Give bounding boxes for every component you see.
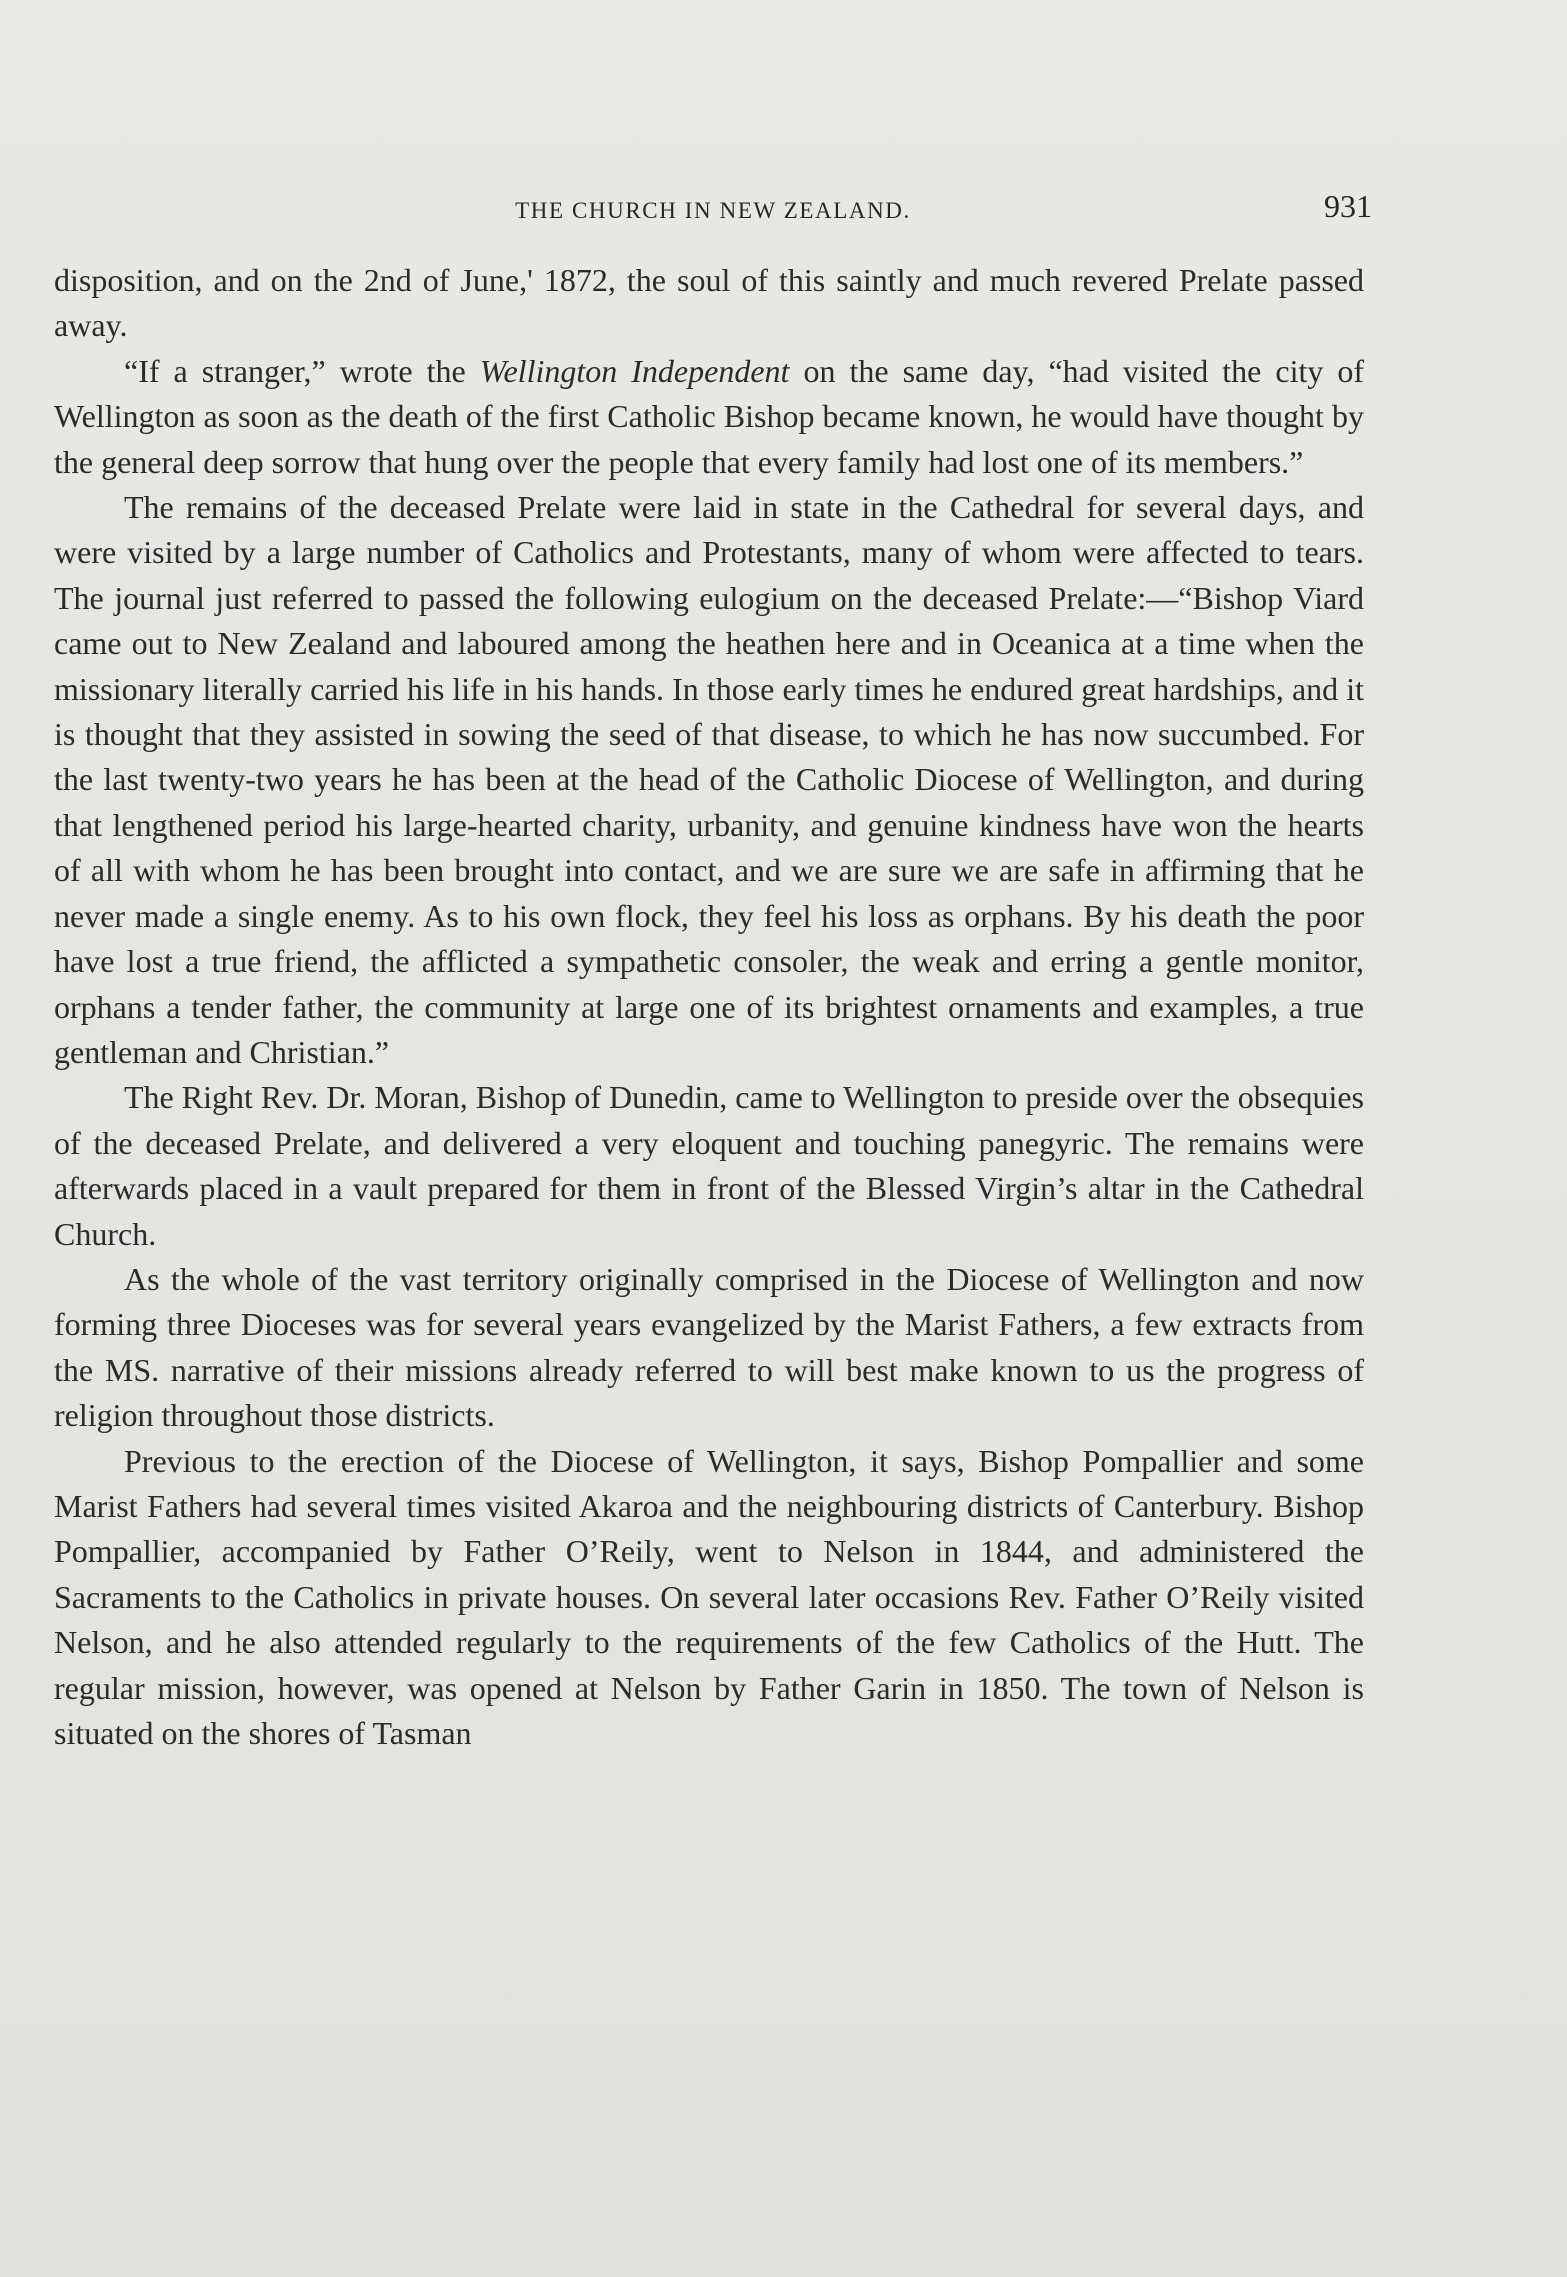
paragraph-6: Previous to the erection of the Diocese of Wellington, it says, Bishop Pompallier and some Marist Fathers had several times visited Akaroa and the neighbouring districts of Canterbury. Bishop Pompallier, accompanied by Father O’Reily, went to Nelson in 1844, and administered the Sacraments to the Catholics in private houses. On several later occasions Rev. Father O’Reily visited Nelson, and he also attended regularly to the requirements of the few Catholics of the Hutt. The regular mission, however, was opened at Nelson by Father Garin in 1850. The town of Nelson is situated on the shores of Tasman xyxy=(54,1442,1364,1751)
paragraph-3: The remains of the deceased Prelate were laid in state in the Cathedral for several days, and were visited by a large number of Catholics and Protestants, many of whom were affected to tears. The journal just referred to passed the following eulogium on the deceased Prelate:—“Bishop Viard came out to New Zealand and laboured among the heathen here and in Oceanica at a time when the missionary literally carried his life in his hands. In those early times he endured great hardships, and it is thought that they assisted in sowing the seed of that disease, to which he has now succumbed. For the last twenty-two years he has been at the head of the Catholic Diocese of Wellington, and during that lengthened period his large-hearted charity, urbanity, and genuine kindness have won the hearts of all with whom he has been brought into contact, and we are sure we are safe in affirming that he never made a single enemy. As to his own flock, they feel his loss as orphans. By his death the poor have lost a true friend, the afflicted a sympathetic consoler, the weak and erring a gentle monitor, orphans a tender father, the community at large one of its brightest ornaments and examples, a true gentleman and Christian.” xyxy=(54,489,1364,1070)
paragraph-5: As the whole of the vast territory originally comprised in the Diocese of Wellington and now forming three Dioceses was for several years evangelized by the Marist Fathers, a few extracts from the MS. narrative of their missions already referred to will best make known to us the progress of religion throughout those districts. xyxy=(54,1260,1364,1434)
paragraph-2 xyxy=(54,349,1364,485)
paragraph-2-text-b: on the same day, “had visited the city of Wellington as soon as the death of the first Catholic Bishop became known, he would have thought by the general deep sorrow that hung over the people that every family had lost one of its members.” xyxy=(54,352,1365,480)
paragraph-4: The Right Rev. Dr. Moran, Bishop of Dunedin, came to Wellington to preside over the obsequies of the deceased Prelate, and delivered a very eloquent and touching panegyric. The remains were afterwards placed in a vault prepared for them in front of the Blessed Virgin’s altar in the Cathedral Church. xyxy=(54,1079,1364,1252)
paragraph-2-text-a: “If a stranger,” wrote the xyxy=(124,352,480,389)
running-title: THE CHURCH IN NEW ZEALAND. xyxy=(515,198,911,223)
paragraph-1: disposition, and on the 2nd of June,' 1872, the soul of this saintly and much revered Prelate passed away. xyxy=(54,262,1364,344)
running-head xyxy=(54,188,1372,238)
page-number: 931 xyxy=(1324,188,1372,224)
text-body xyxy=(54,258,1364,1756)
newspaper-title: Wellington Independent xyxy=(479,352,790,389)
